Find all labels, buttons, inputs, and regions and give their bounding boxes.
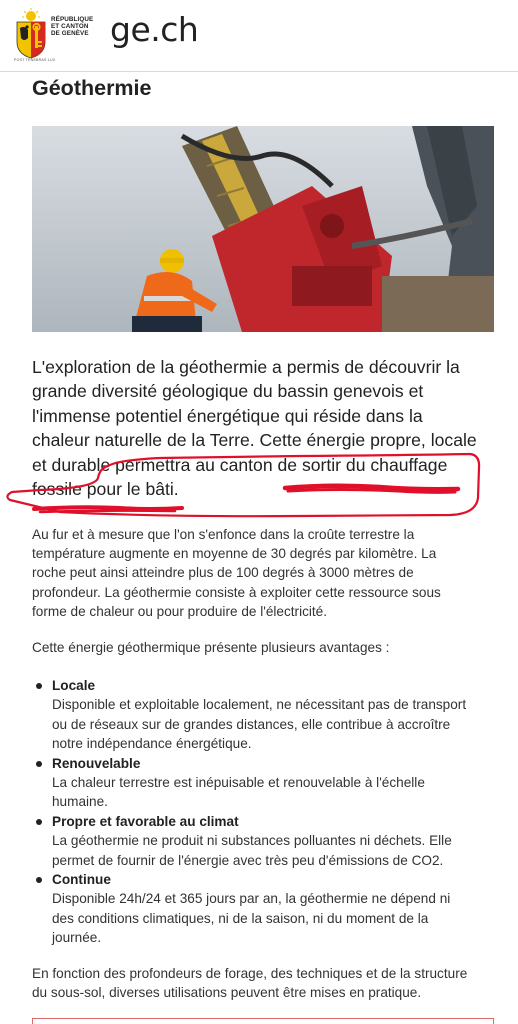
list-item-text: Disponible et exploitable localement, ne nécessitant pas de transport [52, 697, 467, 713]
list-item-title: Continue [52, 872, 111, 888]
bullet-icon [36, 683, 42, 689]
bullet-icon [36, 761, 42, 767]
list-item-text: Disponible 24h/24 et 365 jours par an, la géothermie ne dépend ni [52, 891, 451, 907]
list-item-title: Renouvelable [52, 755, 141, 771]
lead-line: L'exploration de la géothermie a permis de découvrir la [32, 357, 460, 377]
site-header [0, 0, 518, 72]
list-item-text: notre indépendance énergétique. [52, 736, 252, 752]
bullet-icon [36, 877, 42, 883]
geneva-crest-icon[interactable] [14, 8, 48, 60]
list-item-text: ou de réseaux sur de grandes distances, elle contribue à accroître [52, 716, 451, 732]
list-item [32, 812, 494, 870]
paragraph-line: forme de chaleur ou pour produire de l'électricité. [32, 603, 328, 619]
advantages-list [32, 676, 494, 948]
list-item-title: Propre et favorable au climat [52, 813, 239, 829]
paragraph-line: Cette énergie géothermique présente plusieurs avantages : [32, 640, 390, 655]
list-item-text: La géothermie ne produit ni substances polluantes ni déchets. Elle [52, 833, 452, 849]
lead-line: grande diversité géologique du bassin genevois et [32, 381, 424, 402]
list-item-text: journée. [52, 930, 102, 946]
lead-line: chaleur naturelle de la Terre. Cette énergie propre, locale [32, 430, 477, 451]
list-item [32, 676, 494, 754]
next-section-box [32, 1018, 494, 1024]
geothermal-drilling-photo [32, 126, 494, 332]
paragraph-line: En fonction des profondeurs de forage, des techniques et de la structure [32, 966, 468, 981]
lead-paragraph [32, 355, 494, 501]
paragraph-line: température augmente en moyenne de 30 degrés par kilomètre. La [32, 546, 437, 562]
list-item-text: des conditions climatiques, ni de la saison, ni du moment de la [52, 910, 429, 926]
list-item-text: permet de fournir de l'énergie avec très peu d'émissions de CO2. [52, 852, 444, 868]
body-paragraph-2 [32, 638, 494, 657]
bullet-icon [36, 819, 42, 825]
list-item [32, 870, 494, 948]
body-paragraph-3 [32, 964, 494, 1002]
motto-text: POST TENEBRAS LUX [14, 58, 56, 62]
list-item-title: Locale [52, 678, 96, 693]
page-title: Géothermie [32, 76, 152, 100]
republique-line-3: DE GENÈVE [51, 30, 89, 38]
list-item-text: La chaleur terrestre est inépuisable et renouvelable à l'échelle [52, 775, 425, 791]
republique-line-2: ET CANTON [51, 23, 89, 31]
paragraph-line: profondeur. La géothermie consiste à exploiter cette ressource sous [32, 584, 441, 600]
paragraph-line: roche peut ainsi atteindre plus de 100 degrés à 3000 mètres de [32, 565, 414, 581]
site-name-link[interactable]: ge.ch [110, 10, 199, 49]
body-paragraph-1 [32, 525, 494, 621]
lead-line: l'immense potentiel énergétique qui réside dans la [32, 405, 423, 426]
paragraph-line: du sous-sol, diverses utilisations peuvent être mises en pratique. [32, 985, 422, 1001]
paragraph-line: Au fur et à mesure que l'on s'enfonce dans la croûte terrestre la [32, 527, 415, 542]
republique-line-1: RÉPUBLIQUE [51, 16, 94, 23]
republique-text [51, 16, 93, 38]
list-item-text: humaine. [52, 794, 108, 810]
list-item [32, 754, 494, 812]
lead-line: fossile pour le bâti. [32, 479, 179, 500]
lead-line: et durable permettra au canton de sortir du chauffage [32, 454, 448, 475]
